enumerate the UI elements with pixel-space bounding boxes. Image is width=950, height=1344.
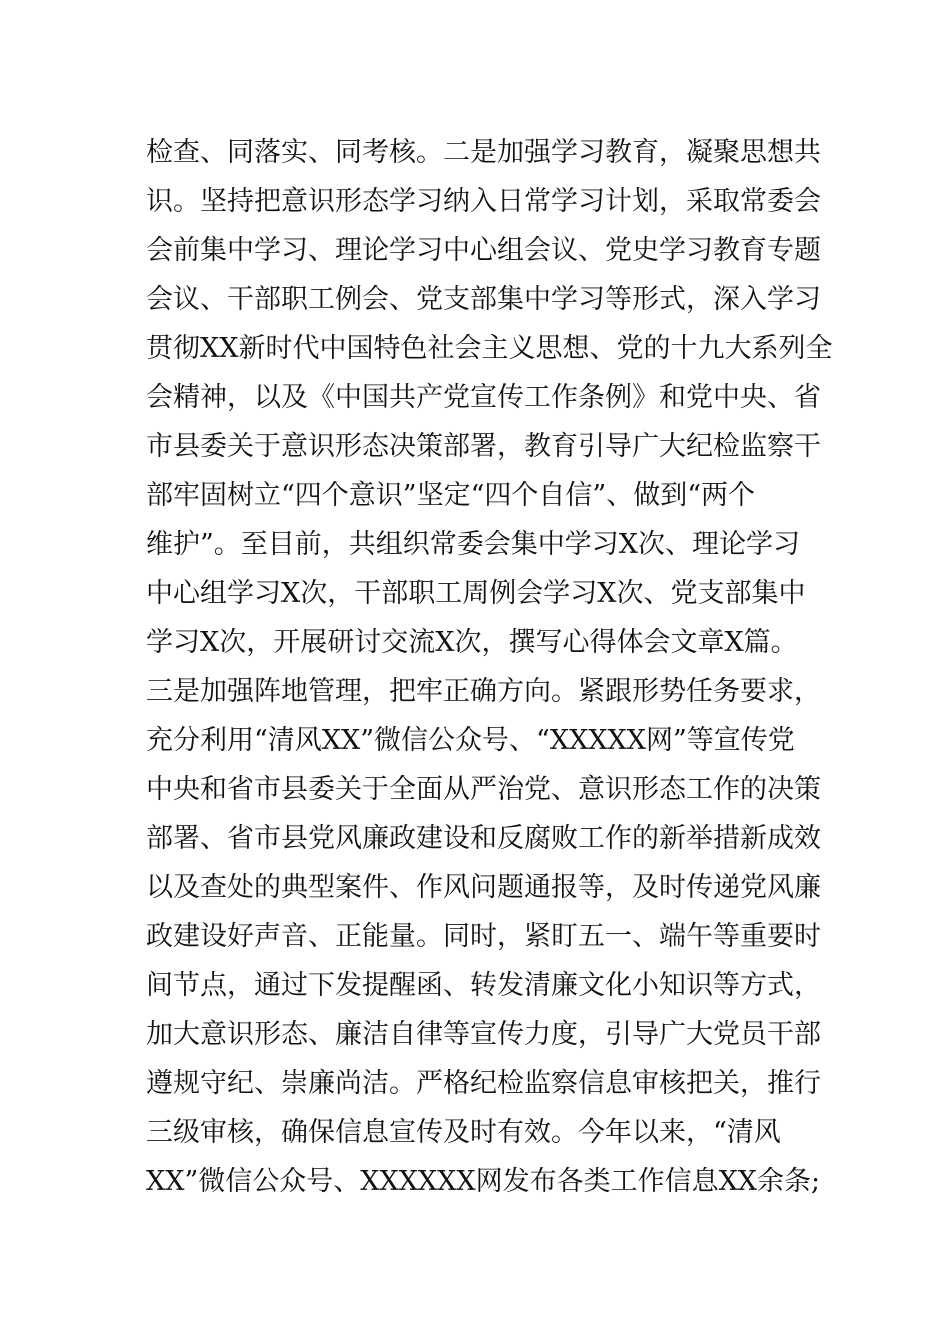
text-line-8: 部牢固树立“四个意识”坚定“四个自信”、做到“两个 bbox=[146, 480, 756, 511]
text-line-7: 市县委关于意识形态决策部署，教育引导广大纪检监察干 bbox=[146, 431, 821, 462]
text-line-22: XX”微信公众号、XXXXXX网发布各类工作信息XX余条; bbox=[146, 1166, 821, 1197]
text-line-6: 会精神，以及《中国共产党宣传工作条例》和党中央、省 bbox=[146, 382, 821, 413]
text-line-5: 贯彻XX新时代中国特色社会主义思想、党的十九大系列全 bbox=[146, 333, 833, 364]
text-line-21: 三级审核，确保信息宣传及时有效。今年以来，“清风 bbox=[146, 1117, 781, 1148]
text-line-2: 识。坚持把意识形态学习纳入日常学习计划，采取常委会 bbox=[146, 186, 821, 217]
text-line-20: 遵规守纪、崇廉尚洁。严格纪检监察信息审核把关，推行 bbox=[146, 1068, 821, 1099]
text-line-1: 检查、同落实、同考核。二是加强学习教育，凝聚思想共 bbox=[146, 137, 821, 168]
text-line-10: 中心组学习X次，干部职工周例会学习X次、党支部集中 bbox=[146, 578, 806, 609]
text-line-13: 充分利用“清风XX”微信公众号、“XXXXX网”等宣传党 bbox=[146, 725, 795, 756]
text-line-19: 加大意识形态、廉洁自律等宣传力度，引导广大党员干部 bbox=[146, 1019, 821, 1050]
body-text bbox=[146, 128, 833, 1206]
text-line-14: 中央和省市县委关于全面从严治党、意识形态工作的决策 bbox=[146, 774, 821, 805]
text-line-12: 三是加强阵地管理，把牢正确方向。紧跟形势任务要求， bbox=[146, 676, 821, 707]
text-line-9: 维护”。至目前，共组织常委会集中学习X次、理论学习 bbox=[146, 529, 801, 560]
text-line-18: 间节点，通过下发提醒函、转发清廉文化小知识等方式， bbox=[146, 970, 821, 1001]
text-line-16: 以及查处的典型案件、作风问题通报等，及时传递党风廉 bbox=[146, 872, 821, 903]
text-line-4: 会议、干部职工例会、党支部集中学习等形式，深入学习 bbox=[146, 284, 821, 315]
text-line-11: 学习X次，开展研讨交流X次，撰写心得体会文章X篇。 bbox=[146, 627, 798, 658]
text-line-3: 会前集中学习、理论学习中心组会议、党史学习教育专题 bbox=[146, 235, 821, 266]
text-line-15: 部署、省市县党风廉政建设和反腐败工作的新举措新成效 bbox=[146, 823, 821, 854]
text-line-17: 政建设好声音、正能量。同时，紧盯五一、端午等重要时 bbox=[146, 921, 821, 952]
